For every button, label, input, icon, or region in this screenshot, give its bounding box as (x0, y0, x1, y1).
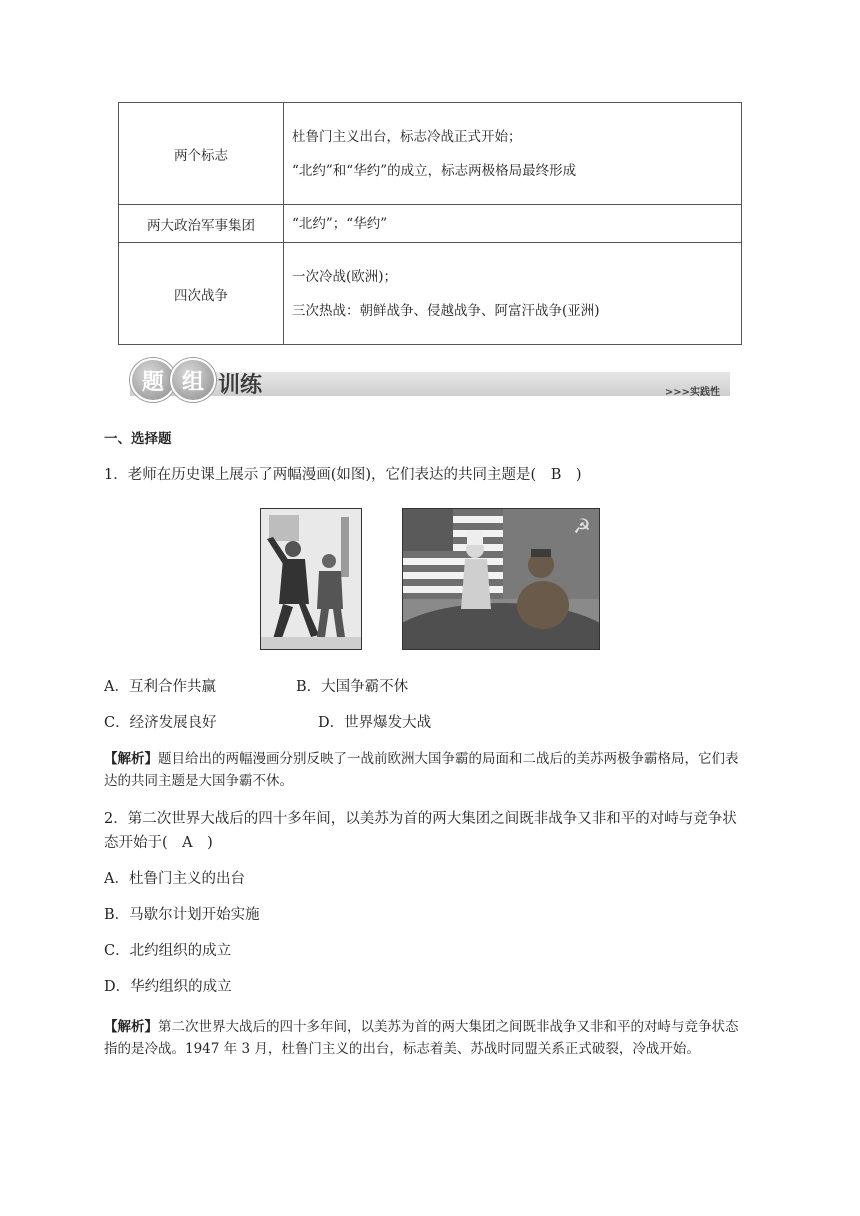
analysis-text: 第二次世界大战后的四十多年间，以美苏为首的两大集团之间既非战争又非和平的对峙与竞争状态指的是冷战。1947 年 3 月，杜鲁门主义的出台，标志着美、苏战时同盟关系正式破裂，冷战开始。 (104, 1019, 739, 1057)
option-c: C．经济发展良好 (104, 715, 217, 731)
content-line: 一次冷战(欧洲)； (292, 268, 398, 285)
table-row (119, 103, 742, 205)
question-1-analysis (104, 748, 744, 792)
analysis-label: 【解析】 (104, 1019, 158, 1035)
option-c: C．北约组织的成立 (104, 943, 232, 959)
option-a: A．互利合作共赢 (104, 679, 216, 695)
svg-text:☭: ☭ (573, 514, 591, 538)
option-a: A．杜鲁门主义的出台 (104, 871, 245, 887)
row-label: 两个标志 (119, 103, 284, 205)
table-row (119, 243, 742, 345)
row-content (284, 205, 742, 243)
option-d: D．世界爆发大战 (318, 715, 432, 731)
analysis-text: 题目给出的两幅漫画分别反映了一战前欧洲大国争霸的局面和二战后的美苏两极争霸格局，它们表达的共同主题是大国争霸不休。 (104, 751, 739, 789)
table-row (119, 205, 742, 243)
section-heading: 一、选择题 (104, 431, 172, 447)
cartoon-sailors-illustration (261, 509, 361, 649)
option-b: B．马歇尔计划开始实施 (104, 907, 260, 923)
banner-title: 训练 (218, 373, 263, 398)
banner-tag: >>>实践性 (664, 387, 720, 398)
row-label: 四次战争 (119, 243, 284, 345)
question-2-stem-line1: 2．第二次世界大战后的四十多年间，以美苏为首的两大集团之间既非战争又非和平的对峙与竞争状 (104, 811, 737, 827)
summary-table (118, 102, 742, 345)
option-d: D．华约组织的成立 (104, 979, 232, 995)
row-content (284, 243, 742, 345)
banner-badge: 题 (130, 358, 176, 402)
section-banner (130, 358, 730, 400)
row-content (284, 103, 742, 205)
question-2-stem-line2: 态开始于( A ) (104, 835, 213, 851)
cartoon-image-2 (402, 508, 600, 650)
row-label: 两大政治军事集团 (119, 205, 284, 243)
content-line: 杜鲁门主义出台，标志冷战正式开始； (292, 128, 522, 145)
analysis-label: 【解析】 (104, 751, 158, 767)
content-line: 三次热战：朝鲜战争、侵越战争、阿富汗战争(亚洲) (292, 302, 600, 319)
question-1-stem: 1．老师在历史课上展示了两幅漫画(如图)，它们表达的共同主题是( B ) (104, 467, 582, 483)
cartoon-uncle-sam-bear-illustration (403, 509, 599, 649)
option-b: B．大国争霸不休 (296, 679, 409, 695)
cartoon-image-1 (260, 508, 362, 650)
content-line: “北约”；“华约” (292, 215, 388, 232)
question-2-analysis (104, 1016, 744, 1060)
banner-badge: 组 (170, 358, 216, 402)
content-line: “北约”和“华约”的成立，标志两极格局最终形成 (292, 162, 577, 179)
